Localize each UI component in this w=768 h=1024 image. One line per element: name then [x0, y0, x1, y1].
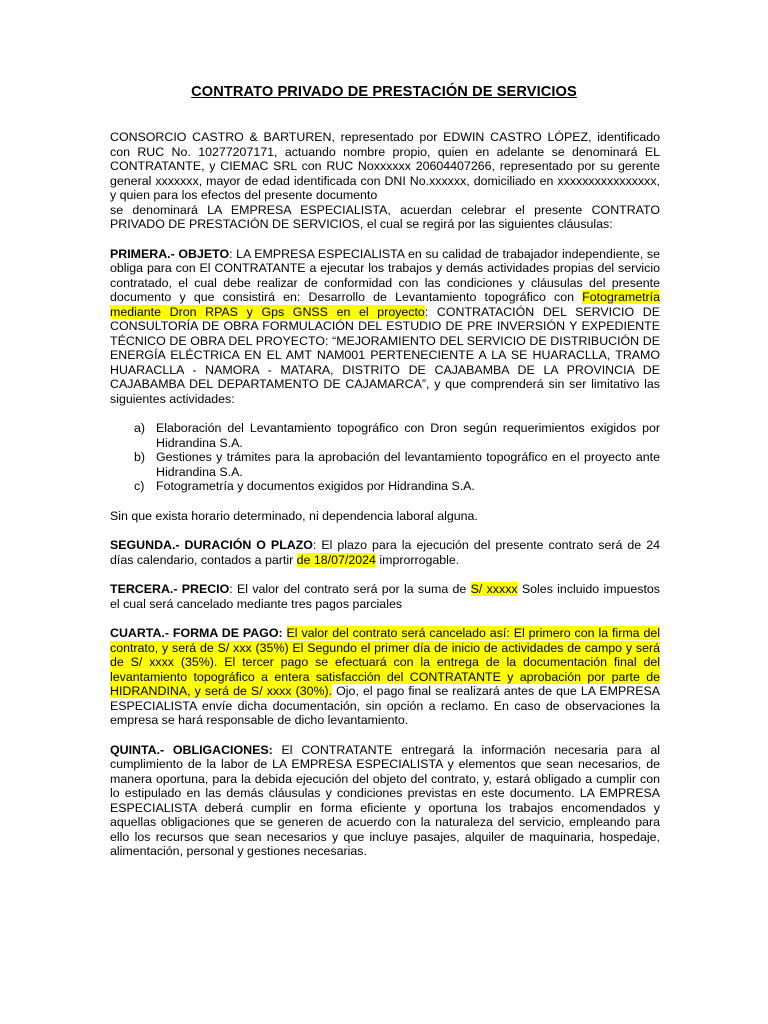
document-title: CONTRATO PRIVADO DE PRESTACIÓN DE SERVICIOS: [191, 84, 577, 100]
clause-cuarta-text-b: Ojo, el pago final se realizará antes de que LA EMPRESA ESPECIALISTA envíe dicha documentación, sin opción a reclamo. En caso de observaciones la empresa se hará responsable de dicho levantamiento.: [110, 684, 661, 727]
clause-cuarta: [110, 626, 660, 728]
intro-paragraph-2: [110, 203, 660, 232]
list-item: [110, 450, 660, 479]
list-item: [110, 421, 660, 450]
clause-segunda: [110, 538, 660, 567]
clause-segunda-heading: SEGUNDA.- DURACIÓN O PLAZO: [110, 538, 313, 552]
clause-tercera-text-b: Soles incluido impuestos el cual será cancelado mediante tres pagos parciales: [110, 582, 660, 611]
document-body: [110, 130, 660, 874]
clause-primera-note: Sin que exista horario determinado, ni dependencia laboral alguna.: [110, 508, 478, 523]
intro-paragraph: [110, 130, 660, 203]
clause-tercera-text-a: : El valor del contrato será por la suma de: [229, 582, 471, 596]
list-marker: a): [134, 421, 146, 435]
clause-tercera-highlight: S/ xxxxx: [470, 582, 518, 596]
list-item-text: Gestiones y trámites para la aprobación del levantamiento topográfico en el proyecto ante Hidrandina S.A.: [156, 450, 660, 479]
clause-cuarta-highlight: El valor del contrato será cancelado así: El primero con la firma del contrato, y será de S/ xxx (35%) El Segundo el primer día de inicio de actividades de campo y será de S/ xxxx (35%). El tercer pago se efectuará con la entrega de la documentación final del levantamiento topográfico a entera satisfacción del CONTRATANTE y aprobación por parte de HIDRANDINA, y será de S/ xxxx (30%).: [110, 626, 660, 698]
clause-primera-heading: PRIMERA.- OBJETO: [110, 246, 230, 261]
clause-segunda-highlight: de 18/07/2024: [296, 552, 376, 567]
list-marker: b): [134, 450, 146, 464]
clause-primera-highlight: Fotogrametría mediante Dron RPAS y Gps GNSS en el proyecto: [110, 290, 660, 319]
clause-quinta-heading: QUINTA.- OBLIGACIONES:: [110, 742, 273, 757]
clause-segunda-text-a: : El plazo para la ejecución del presente contrato será de 24 días calendario, contados a partir: [110, 538, 660, 567]
list-item: [110, 479, 660, 494]
clause-quinta: [110, 743, 660, 859]
clause-primera-text-b: : CONTRATACIÓN DEL SERVICIO DE CONSULTORÍA DE OBRA FORMULACIÓN DEL ESTUDIO DE PRE INVERSIÓN Y EXPEDIENTE TÉCNICO DE OBRA DEL PROYECTO: “MEJORAMIENTO DEL SERVICIO DE DISTRIBUCIÓN DE ENERGÍA ELÉCTRICA EN EL AMT NAM001 PERTENECIENTE A LA SE HUARACLLA, TRAMO HUARACLLA - NAMORA - MATARA, DISTRITO DE CAJABAMBA DE LA PROVINCIA DE CAJABAMBA DEL DEPARTAMENTO DE CAJAMARCA”, y que comprenderá sin ser limitativo las siguientes actividades:: [110, 304, 660, 406]
list-item-text: Fotogrametría y documentos exigidos por Hidrandina S.A.: [156, 479, 475, 493]
list-marker: c): [134, 479, 145, 493]
activities-list: [110, 421, 660, 494]
intro-text-2: se denominará LA EMPRESA ESPECIALISTA, acuerdan celebrar el presente CONTRATO PRIVADO DE PRESTACIÓN DE SERVICIOS, el cual se regirá por las siguientes cláusulas:: [110, 202, 660, 231]
clause-tercera: [110, 582, 660, 611]
clause-primera: [110, 247, 660, 407]
clause-segunda-text-b: improrrogable.: [375, 552, 460, 567]
intro-text-1: CONSORCIO CASTRO & BARTUREN, representado por EDWIN CASTRO LÓPEZ, identificado con RUC No. 10277207171, actuando nombre propio, quien en adelante se denominará EL CONTRATANTE, y CIEMAC SRL con RUC Noxxxxxx 20604407266, representado por su gerente general xxxxxxx, mayor de edad identificada con DNI No.xxxxxx, domiciliado en xxxxxxxxxxxxxxxx, y quien para los efectos del presente documento: [110, 130, 660, 202]
clause-primera-text-a: : LA EMPRESA ESPECIALISTA en su calidad de trabajador independiente, se obliga para con El CONTRATANTE a ejecutar los trabajos y demás actividades propias del servicio contratado, el cual debe realizar de conformidad con las condiciones y cláusulas del presente documento y que consistirá en: Desarrollo de Levantamiento topográfico con: [110, 246, 660, 304]
list-item-text: Elaboración del Levantamiento topográfico con Dron según requerimientos exigidos por Hidrandina S.A.: [156, 421, 660, 450]
clause-tercera-heading: TERCERA.- PRECIO: [110, 582, 230, 596]
clause-quinta-text: El CONTRATANTE entregará la información necesaria para al cumplimiento de la labor de LA EMPRESA ESPECIALISTA y elementos que sean necesarios, de manera oportuna, para la debida ejecución del objeto del contrato, y, estará obligado a cumplir con lo estipulado en las demás cláusulas y condiciones previstas en este documento. LA EMPRESA ESPECIALISTA deberá cumplir en forma eficiente y oportuna los trabajos encomendados y aquellas obligaciones que se generen de acuerdo con la naturaleza del servicio, empleando para ello los recursos que sean necesarios y que incluye pasajes, alquiler de maquinaria, hospedaje, alimentación, personal y gestiones necesarias.: [110, 742, 661, 858]
clause-cuarta-heading: CUARTA.- FORMA DE PAGO:: [110, 626, 283, 640]
